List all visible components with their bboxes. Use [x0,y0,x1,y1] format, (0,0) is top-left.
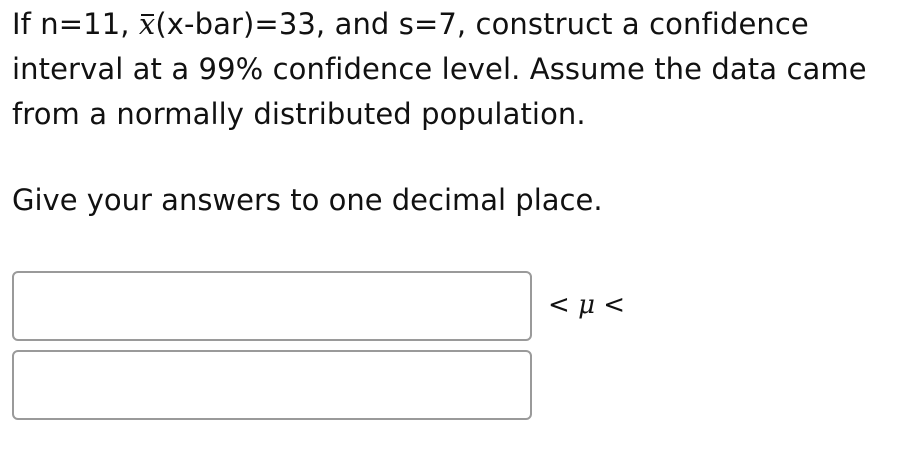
inequality-left: < [548,290,579,320]
upper-bound-input[interactable] [12,350,532,420]
inequality-right: < [594,290,626,320]
mu-symbol: μ [578,290,595,320]
instruction-text: Give your answers to one decimal place. [12,183,603,217]
x-bar-symbol: x [139,2,155,47]
mu-inequality [548,288,625,322]
lower-bound-input[interactable] [12,271,532,341]
question-part-2: (x-bar)=33, and s=7, construct a confidence interval at a 99% confidence level. Assume the data came from a normally distributed population. [12,7,867,131]
question-text [12,2,892,137]
question-part-1: If n=11, [12,7,139,41]
